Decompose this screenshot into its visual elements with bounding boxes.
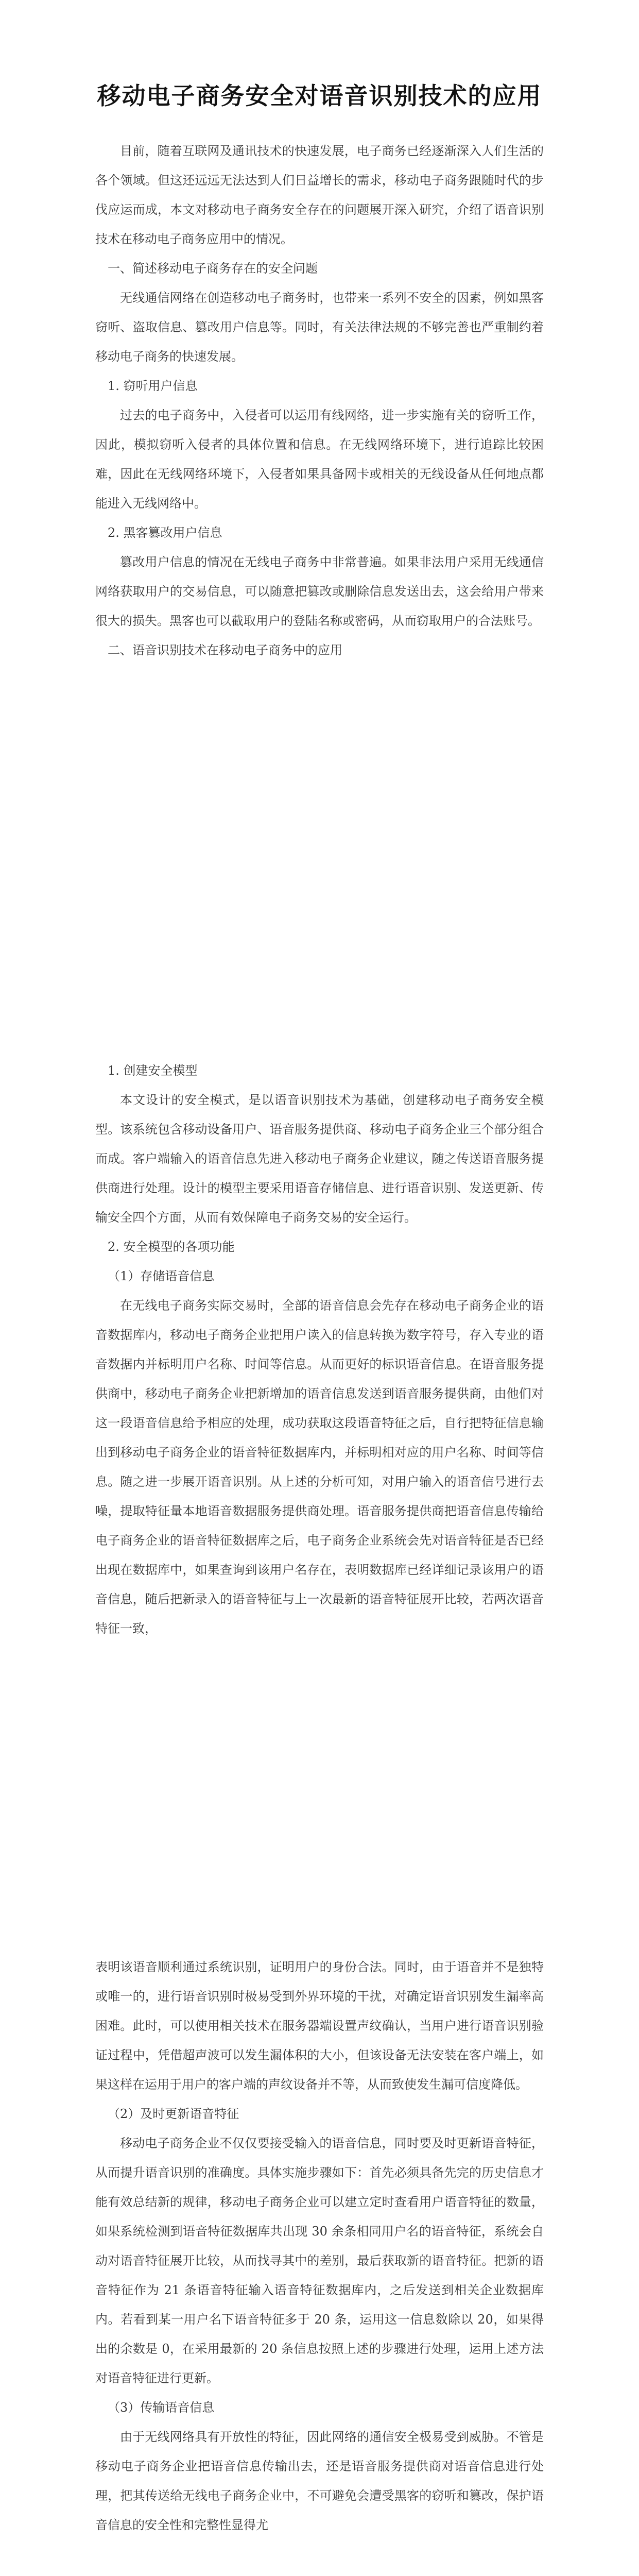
subheading-eavesdropping: 1. 窃听用户信息 [108, 379, 198, 393]
section-security-model [95, 1056, 544, 1643]
section-intro [95, 137, 544, 665]
tampering-paragraph: 篡改用户信息的情况在无线电子商务中非常普遍。如果非法用户采用无线通信网络获取用户的交易信息，可以随意把篡改或删除信息发送出去，这会给用户带来很大的损失。黑客也可以截取用户的登陆名称或密码，从而窃取用户的合法账号。 [95, 555, 544, 628]
intro-paragraph: 目前，随着互联网及通讯技术的快速发展，电子商务已经逐渐深入人们生活的各个领域。但这还远远无法达到人们日益增长的需求，移动电子商务跟随时代的步伐应运而成，本文对移动电子商务安全存在的问题展开深入研究，介绍了语音识别技术在移动电子商务应用中的情况。 [95, 144, 544, 246]
subheading-store-voice: （1）存储语音信息 [108, 1269, 215, 1283]
heading-speech-recognition: 二、语音识别技术在移动电子商务中的应用 [108, 643, 342, 657]
eavesdropping-paragraph: 过去的电子商务中，入侵者可以运用有线网络，进一步实施有关的窃听工作，因此，模拟窃听入侵者的具体位置和信息。在无线网络环境下，进行追踪比较困难，因此在无线网络环境下，入侵者如果具备网卡或相关的无线设备从任何地点都能进入无线网络中。 [95, 408, 544, 511]
verification-paragraph: 表明该语音顺利通过系统识别，证明用户的身份合法。同时，由于语音并不是独特或唯一的，进行语音识别时极易受到外界环境的干扰，对确定语音识别发生漏率高困难。此时，可以使用相关技术在服务器端设置声纹确认，当用户进行语音识别验证过程中，凭借超声波可以发生漏体积的大小，但该设备无法安装在客户端上，如果这样在运用于用户的客户端的声纹设备并不等，从而致使发生漏可信度降低。 [95, 1960, 544, 2092]
subheading-update-features: （2）及时更新语音特征 [108, 2107, 239, 2121]
store-voice-paragraph: 在无线电子商务实际交易时，全部的语音信息会先存在移动电子商务企业的语音数据库内，移动电子商务企业把用户读入的信息转换为数字符号，存入专业的语音数据内并标明用户名称、时间等信息。从而更好的标识语音信息。在语音服务提供商中，移动电子商务企业把新增加的语音信息发送到语音服务提供商，由他们对这一段语音信息给予相应的处理，成功获取这段语音特征之后，自行把特征信息输出到移动电子商务企业的语音特征数据库内，并标明相对应的用户名称、时间等信息。随之进一步展开语音识别。从上述的分析可知，对用户输入的语音信号进行去噪，提取特征量本地语音数据服务提供商处理。语音服务提供商把语音信息传输给电子商务企业的语音特征数据库之后，电子商务企业系统会先对语音特征是否已经出现在数据库中，如果查询到该用户名存在，表明数据库已经详细记录该用户的语音信息，随后把新录入的语音特征与上一次最新的语音特征展开比较，若两次语音特征一致， [95, 1298, 544, 1636]
subheading-transmit-voice: （3）传输语音信息 [108, 2400, 215, 2415]
update-features-paragraph: 移动电子商务企业不仅仅要接受输入的语音信息，同时要及时更新语音特征，从而提升语音识别的准确度。具体实施步骤如下：首先必须具备先完的历史信息才能有效总结新的规律，移动电子商务企业可以建立定时查看用户语音特征的数量，如果系统检测到语音特征数据库共出现 30 余条相同用户名的语音特征，系统会自动对语音特征展开比较，从而找寻其中的差别，最后获取新的语音特征。把新的语音特征作为 21 条语音特征输入语音特征数据库内，之后发送到相关企业数据库内。若看到某一用户名下语音特征多于 20 条，运用这一信息数除以 20，如果得出的余数是 0，在采用最新的 20 条信息按照上述的步骤进行处理，运用上述方法对语音特征进行更新。 [95, 2136, 544, 2385]
section-update-transmit [95, 1953, 544, 2540]
page-title: 移动电子商务安全对语音识别技术的应用 [97, 82, 542, 110]
subheading-tampering: 2. 黑客篡改用户信息 [108, 526, 222, 540]
create-model-paragraph: 本文设计的安全模式，是以语音识别技术为基础，创建移动电子商务安全模型。该系统包含移动设备用户、语音服务提供商、移动电子商务企业三个部分组合而成。客户端输入的语音信息先进入移动电子商务企业建议，随之传送语音服务提供商进行处理。设计的模型主要采用语音存储信息、进行语音识别、发送更新、传输安全四个方面，从而有效保障电子商务交易的安全运行。 [95, 1093, 544, 1225]
transmit-voice-paragraph: 由于无线网络具有开放性的特征，因此网络的通信安全极易受到威胁。不管是移动电子商务企业把语音信息传输出去，还是语音服务提供商对语音信息进行处理，把其传送给无线电子商务企业中，不可避免会遭受黑客的窃听和篡改，保护语音信息的安全性和完整性显得尤 [95, 2430, 544, 2532]
subheading-create-model: 1. 创建安全模型 [108, 1063, 198, 1078]
heading-security-issues: 一、简述移动电子商务存在的安全问题 [108, 261, 318, 276]
security-issues-paragraph: 无线通信网络在创造移动电子商务时，也带来一系列不安全的因素，例如黑客窃听、盗取信息、篡改用户信息等。同时，有关法律法规的不够完善也严重制约着移动电子商务的快速发展。 [95, 291, 544, 364]
subheading-model-functions: 2. 安全模型的各项功能 [108, 1240, 235, 1254]
